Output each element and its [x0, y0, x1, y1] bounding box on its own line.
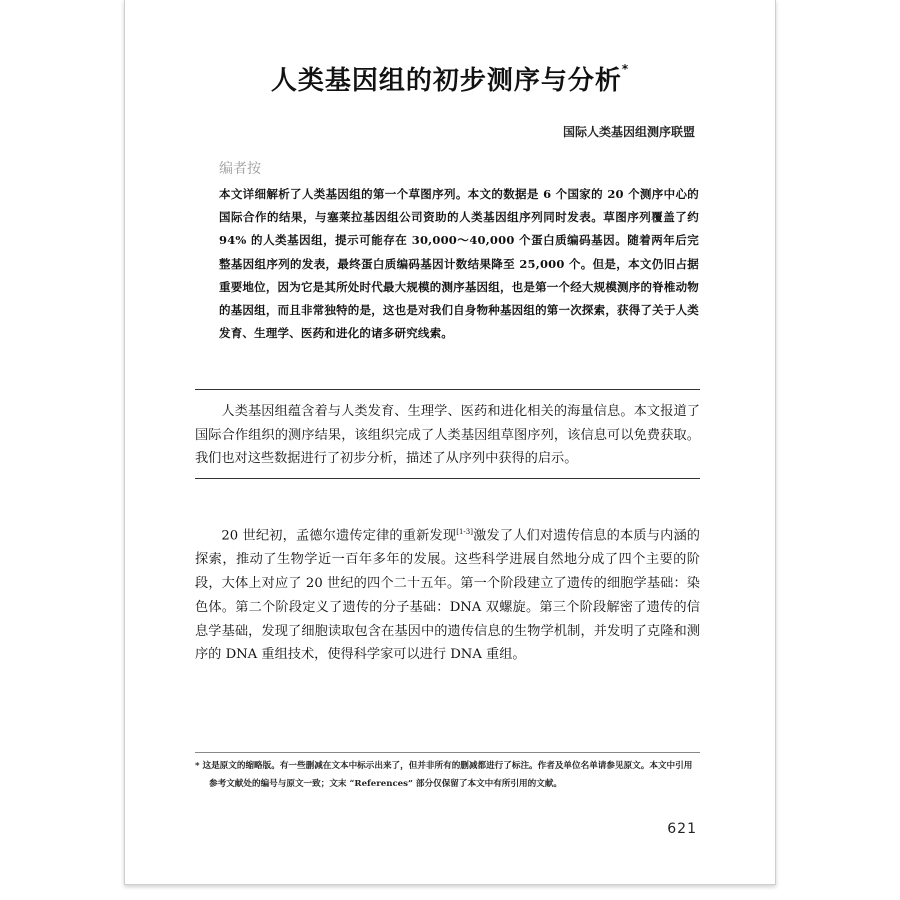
title-footnote-mark: *	[621, 62, 630, 76]
editor-note-label: 编者按	[219, 161, 261, 177]
article-title	[125, 60, 775, 97]
abstract-top-rule	[195, 389, 700, 390]
page-number: 621	[667, 821, 697, 837]
body-text-part2: 激发了人们对遗传信息的本质与内涵的探索，推动了生物学近一百年多年的发展。这些科学进展自然地分成了四个主要的阶段，大体上对应了 20 世纪的四个二十五年。第一个阶段建立了遗传的细胞学基础：染色体。第二个阶段定义了遗传的分子基础：DNA 双螺旋。第三个阶段解密了遗传的信息学基础，发现了细胞读取包含在基因中的遗传信息的生物学机制，并发明了克隆和测序的 DNA 重组技术，使得科学家可以进行 DNA 重组。	[195, 528, 700, 663]
abstract-paragraph: 人类基因组蕴含着与人类发育、生理学、医药和进化相关的海量信息。本文报道了国际合作组织的测序结果，该组织完成了人类基因组草图序列，该信息可以免费获取。我们也对这些数据进行了初步分析，描述了从序列中获得的启示。	[195, 404, 700, 466]
document-page	[124, 0, 776, 885]
body-paragraph	[195, 521, 700, 667]
editor-note-text: 本文详细解析了人类基因组的第一个草图序列。本文的数据是 6 个国家的 20 个测序中心的国际合作的结果，与塞莱拉基因组公司资助的人类基因组序列同时发表。草图序列覆盖了约 94% 的人类基因组，提示可能存在 30,000～40,000 个蛋白质编码基因。随着两年后完整基因组序列的发表，最终蛋白质编码基因计数结果降至 25,000 个。但是，本文仍旧占据重要地位，因为它是其所处时代最大规模的测序基因组，也是第一个经大规模测序的脊椎动物的基因组，而且非常独特的是，这也是对我们自身物种基因组的第一次探索，获得了关于人类发育、生理学、医药和进化的诸多研究线索。	[219, 187, 699, 341]
body-text-part1: 20 世纪初，孟德尔遗传定律的重新发现	[221, 528, 457, 544]
citation-ref: [1-3]	[456, 528, 473, 536]
footnote-text: * 这是原文的缩略版。有一些删减在文本中标示出来了，但并非所有的删减都进行了标注。作者及单位名单请参见原文。本文中引用参考文献处的编号与原文一致；文末 “References” 部分仅保留了本文中有所引用的文献。	[195, 761, 693, 789]
author-line: 国际人类基因组测序联盟	[562, 125, 695, 139]
abstract-bottom-rule	[195, 478, 700, 479]
article-title-text: 人类基因组的初步测序与分析	[270, 66, 622, 96]
footnote-rule	[195, 752, 700, 753]
